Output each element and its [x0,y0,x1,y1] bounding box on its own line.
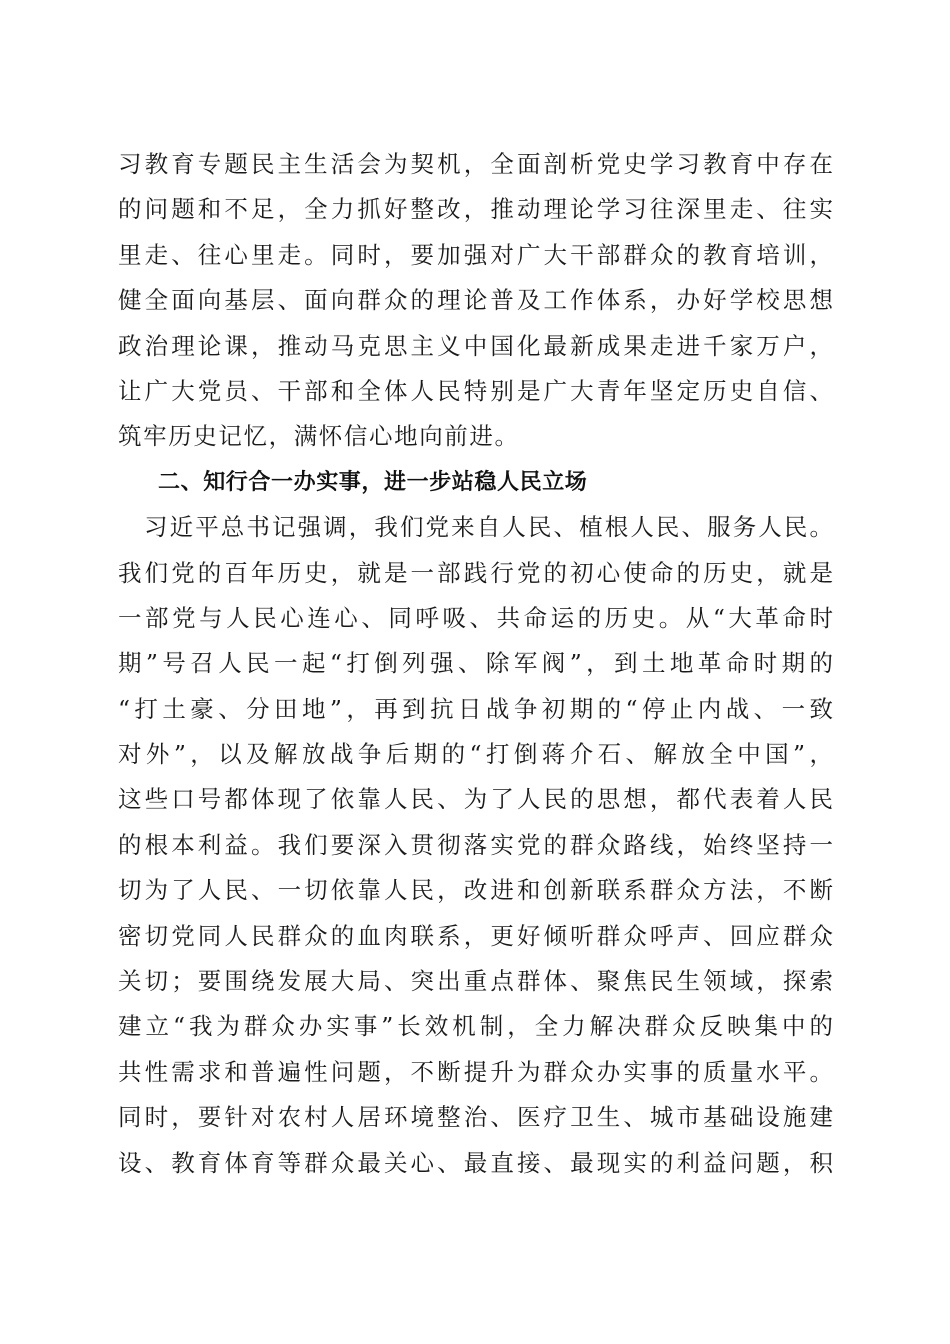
paragraph-line: 健全面向基层、面向群众的理论普及工作体系，办好学校思想 [118,286,833,315]
paragraph-line: 关切；要围绕发展大局、突出重点群体、聚焦民生领域，探索 [118,967,833,996]
paragraph-line: 政治理论课，推动马克思主义中国化最新成果走进千家万户， [118,331,833,360]
document-body [118,142,833,1186]
paragraph-line: 的问题和不足，全力抓好整改，推动理论学习往深里走、往实 [118,195,833,224]
paragraph-line: 期”号召人民一起“打倒列强、除军阀”，到土地革命时期的 [118,649,833,678]
section-heading: 二、知行合一办实事，进一步站稳人民立场 [158,469,588,495]
paragraph-line: 同时，要针对农村人居环境整治、医疗卫生、城市基础设施建 [118,1103,833,1132]
paragraph-line: 切为了人民、一切依靠人民，改进和创新联系群众方法，不断 [118,876,833,905]
paragraph-line: 密切党同人民群众的血肉联系，更好倾听群众呼声、回应群众 [118,921,833,950]
paragraph-line: 习近平总书记强调，我们党来自人民、植根人民、服务人民。 [144,513,833,542]
paragraph-line: “打土豪、分田地”，再到抗日战争初期的“停止内战、一致 [118,694,833,723]
paragraph-line: 里走、往心里走。同时，要加强对广大干部群众的教育培训， [118,240,833,269]
paragraph-line: 共性需求和普遍性问题，不断提升为群众办实事的质量水平。 [118,1057,833,1086]
paragraph-line: 这些口号都体现了依靠人民、为了人民的思想，都代表着人民 [118,785,833,814]
paragraph-1 [118,142,833,460]
paragraph-2 [118,505,833,1186]
paragraph-line: 让广大党员、干部和全体人民特别是广大青年坚定历史自信、 [118,376,833,405]
paragraph-line: 建立“我为群众办实事”长效机制，全力解决群众反映集中的 [118,1012,833,1041]
paragraph-line: 对外”，以及解放战争后期的“打倒蒋介石、解放全中国”， [118,740,833,769]
paragraph-line: 设、教育体育等群众最关心、最直接、最现实的利益问题，积 [118,1148,833,1177]
paragraph-line: 一部党与人民心连心、同呼吸、共命运的历史。从“大革命时 [118,603,833,632]
paragraph-line: 筑牢历史记忆，满怀信心地向前进。 [118,422,520,451]
paragraph-line: 我们党的百年历史，就是一部践行党的初心使命的历史，就是 [118,558,833,587]
paragraph-line: 的根本利益。我们要深入贯彻落实党的群众路线，始终坚持一 [118,830,833,859]
paragraph-line: 习教育专题民主生活会为契机，全面剖析党史学习教育中存在 [118,150,833,178]
